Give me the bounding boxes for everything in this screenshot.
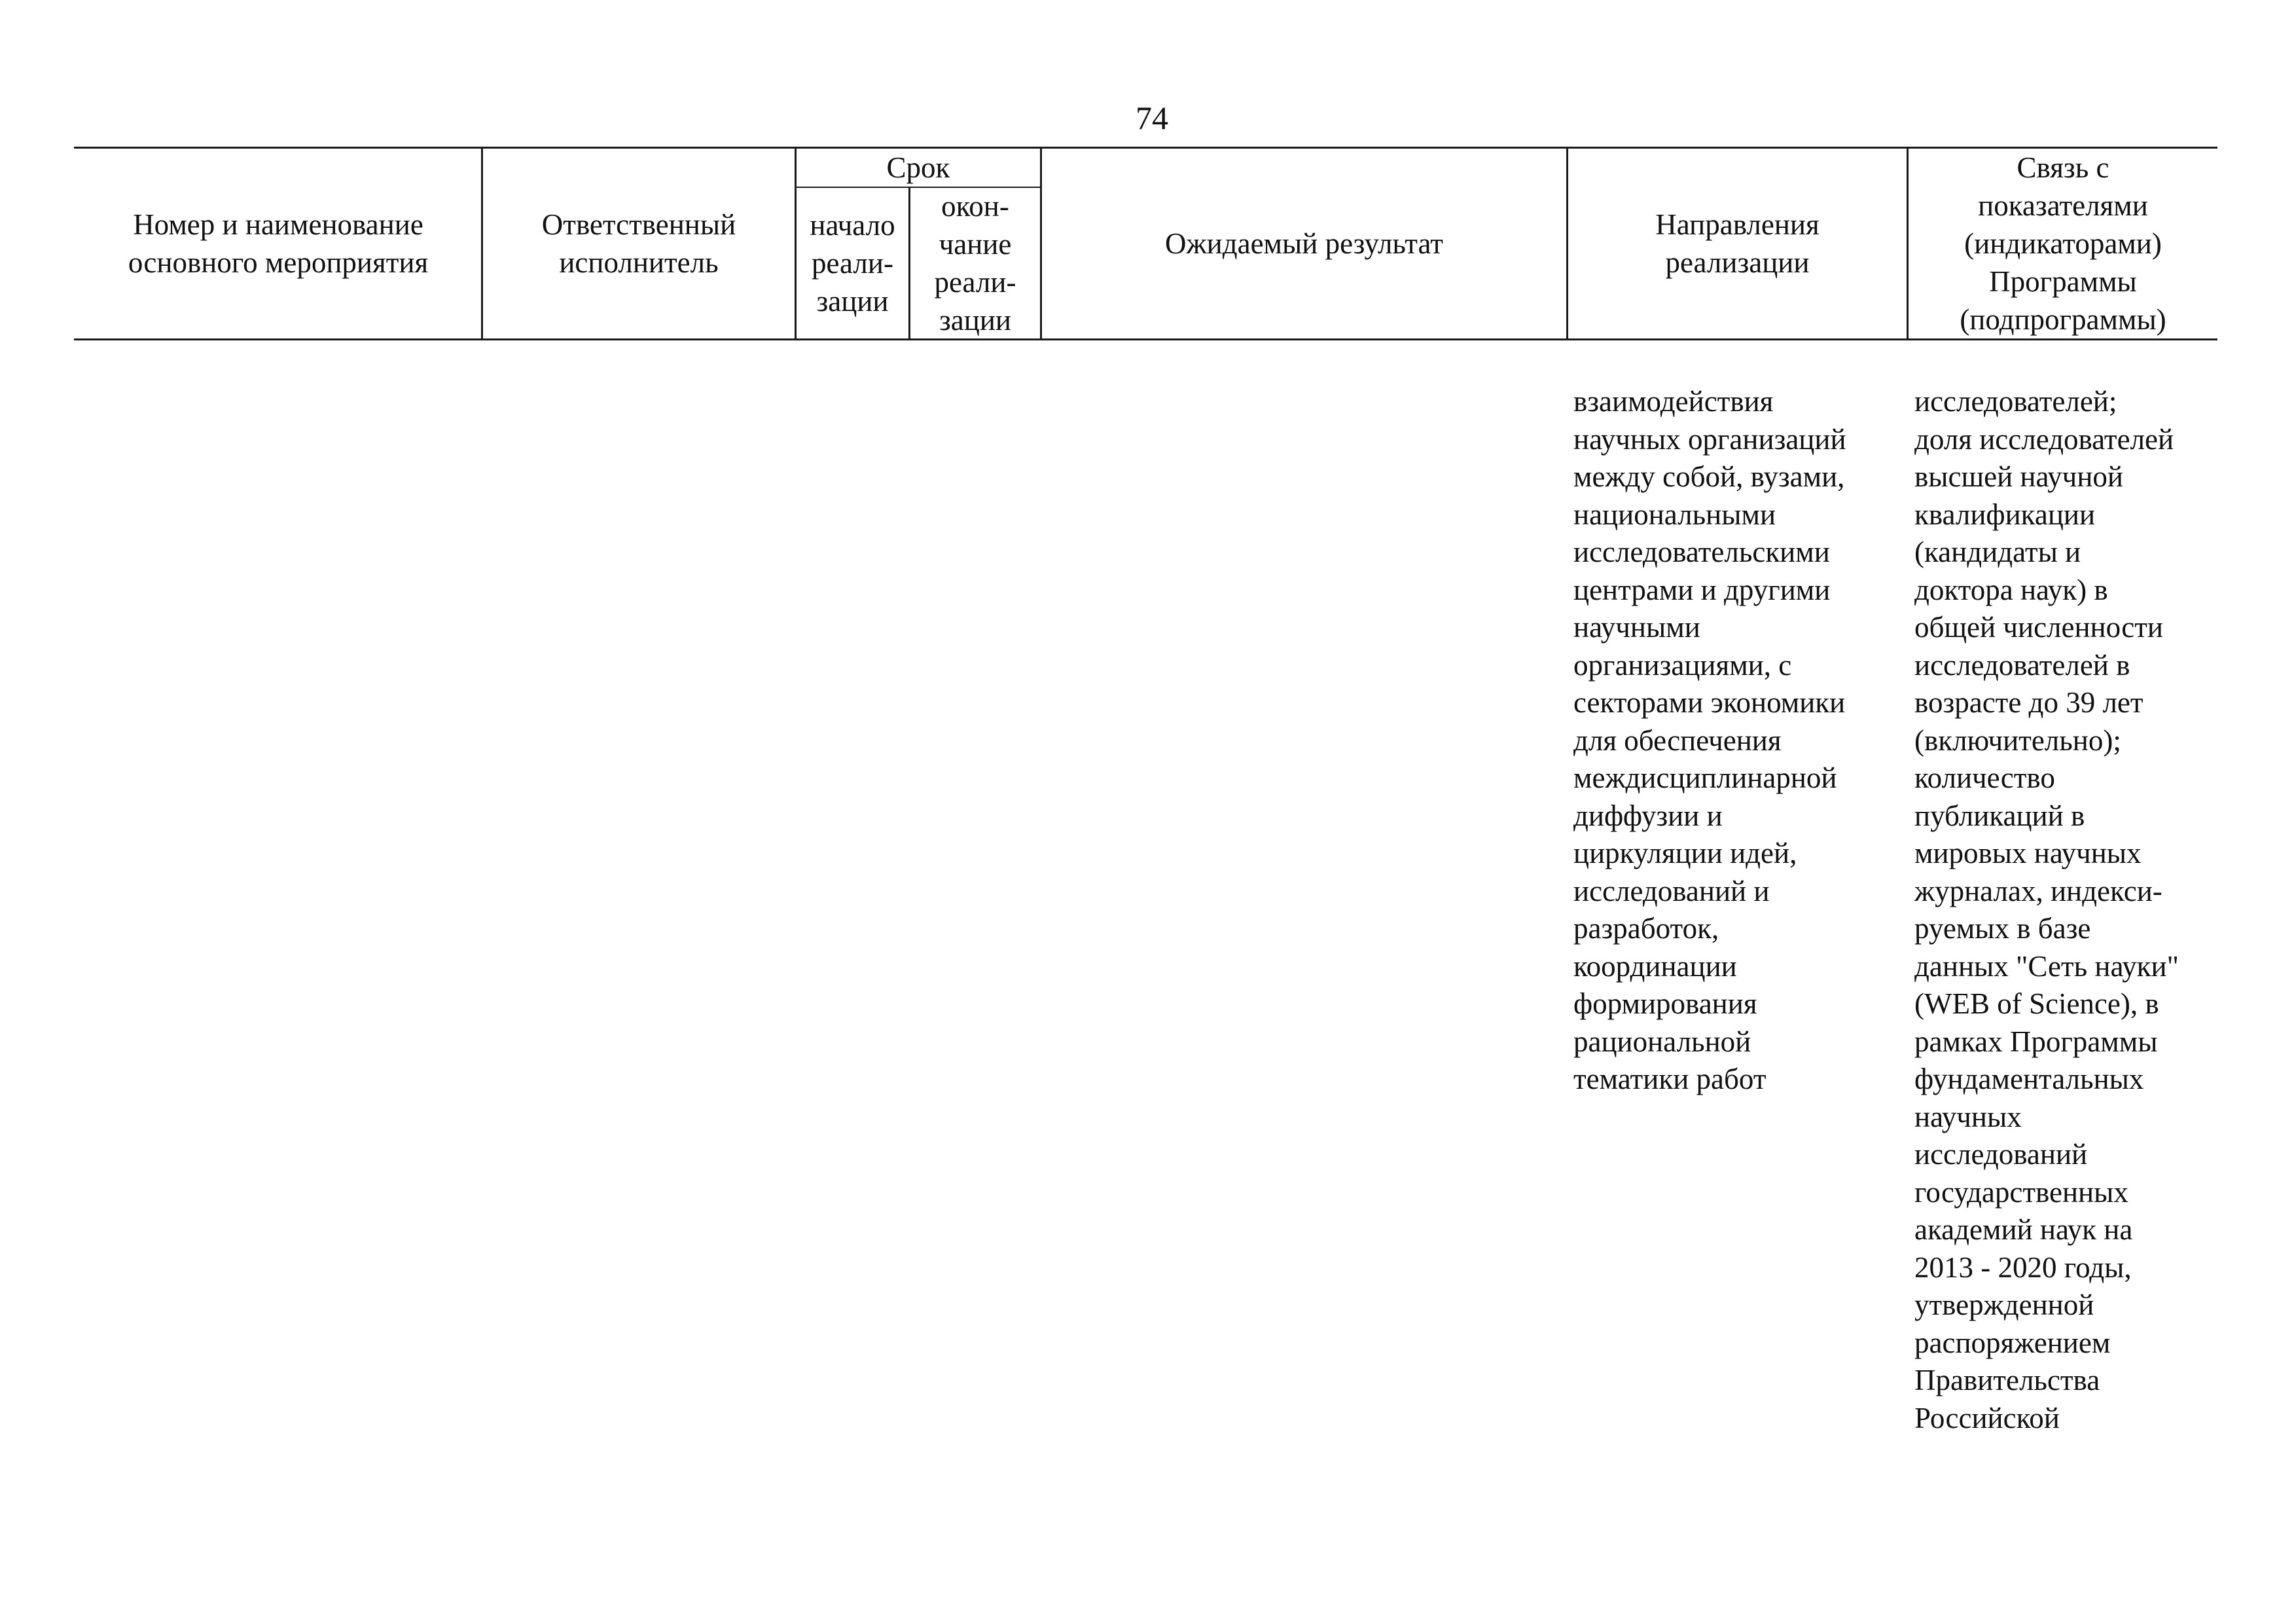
header-responsible: Ответственный исполнитель	[541, 208, 736, 279]
header-term: Срок	[886, 151, 950, 184]
page-number: 74	[1136, 100, 1168, 136]
header-indicators: Связь с показателями (индикаторами) Программы (подпрограммы)	[1960, 151, 2166, 336]
directions-cell: взаимодействия научных организаций между собой, вузами, национальными исследовательскими центрами и другими научными организациями, с секторами экономики для обеспечения междисциплинарной диффузии и циркуляции идей, исследований и разработок, координации формирования рациональной тематики работ	[1573, 385, 1846, 1095]
header-measure: Номер и наименование основного мероприятия	[128, 208, 429, 279]
header-end: окон- чание реали- зации	[934, 190, 1016, 337]
header-bottom-rule	[74, 338, 2217, 340]
indicators-cell: исследователей; доля исследователей высшей научной квалификации (кандидаты и доктора наук) в общей численности исследователей в возрасте до 39 лет (включительно); количество публикаций в мировых научных журналах, индекси- руемых в базе данных "Сеть науки" (WEB of Science), в рамках Программы фундаментальных научных исследований государственных академий наук на 2013 - 2020 годы, утвержденной распоряжением Правительства Российской	[1914, 385, 2179, 1434]
header-directions: Направления реализации	[1655, 208, 1820, 279]
header-expected-result: Ожидаемый результат	[1165, 227, 1443, 260]
header-start: начало реали- зации	[810, 209, 895, 318]
